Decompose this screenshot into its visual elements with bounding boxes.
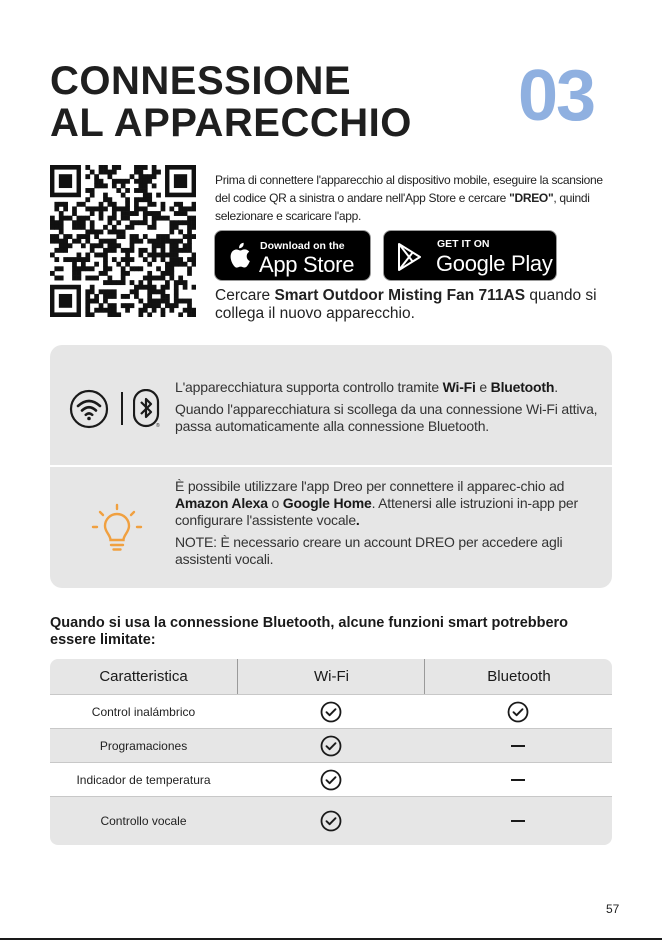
check-circle-icon (320, 735, 342, 757)
svg-text:®: ® (156, 423, 160, 429)
feature-name: Indicador de temperatura (76, 772, 211, 787)
header-feature: Caratteristica (99, 668, 188, 685)
google-play-big-label: Google Play (436, 251, 553, 276)
connectivity-line-1-prefix: L'apparecchiatura supporta controllo tramite (175, 379, 443, 395)
search-suffix: quando si collega il nuovo apparecchio. (215, 287, 597, 322)
connectivity-line-1 (175, 379, 607, 396)
page-bottom-rule (0, 938, 662, 940)
intro-part-1: Prima di connettere l'apparecchio al dispositivo mobile, eseguire la scansione del codice QR a sinistra o andare nell'App Store e cercare (215, 173, 603, 205)
table-row (50, 796, 612, 845)
wifi-support (237, 695, 424, 728)
bluetooth-limitation-heading: Quando si usa la connessione Bluetooth, alcune funzioni smart potrebbero essere limitate: (50, 615, 569, 648)
dash-icon (511, 745, 525, 747)
qr-code-icon[interactable] (50, 165, 196, 317)
feature-name: Controllo vocale (100, 814, 187, 828)
feature-table (50, 659, 612, 845)
assistant-period: . (355, 512, 360, 528)
header-bluetooth: Bluetooth (424, 659, 613, 694)
bluetooth-support (424, 729, 612, 762)
bluetooth-label: Bluetooth (490, 379, 555, 395)
connectivity-period: . (554, 379, 558, 395)
voice-assistant-paragraph (175, 478, 607, 529)
google-play-button[interactable] (383, 230, 557, 281)
feature-name: Control inalámbrico (91, 704, 196, 719)
connectivity-and: e (475, 379, 491, 395)
account-note: NOTE: È necessario creare un account DREO per accedere agli assistenti vocali. (175, 534, 563, 567)
wifi-support (237, 763, 424, 796)
wifi-support (237, 797, 424, 845)
amazon-alexa-label: Amazon Alexa (175, 495, 268, 511)
lightbulb-icon (90, 503, 144, 557)
dash-icon (511, 779, 525, 781)
table-row (50, 694, 612, 728)
app-store-button[interactable] (214, 230, 371, 281)
feature-name: Programaciones (99, 738, 188, 753)
assistant-instructions: . Attenersi alle istruzioni in-app per configurare l'assistente vocale (175, 495, 578, 528)
google-play-logo-icon (396, 242, 424, 272)
bluetooth-support (424, 695, 612, 728)
wifi-support (237, 729, 424, 762)
page-title-line-1: CONNESSIONE (50, 59, 352, 103)
intro-brand: "DREO" (509, 191, 554, 205)
assistant-prefix: È possibile utilizzare l'app Dreo per connettere il apparec-chio ad (175, 478, 565, 494)
check-circle-icon (320, 701, 342, 723)
wifi-icon (69, 389, 109, 429)
intro-part-2: , quindi selezionare e scaricare l'app. (215, 191, 590, 223)
app-store-big-label: App Store (259, 252, 355, 277)
product-name: Smart Outdoor Misting Fan 711AS (274, 287, 526, 304)
assistant-or: o (267, 495, 283, 511)
app-store-small-label: Download on the (260, 240, 345, 252)
page-title (50, 60, 412, 144)
check-circle-icon (320, 769, 342, 791)
search-instructions (215, 287, 605, 323)
connectivity-line-2: Quando l'apparecchiatura si scollega da una connessione Wi-Fi attiva, passa automaticamente alla connessione Bluetooth. (175, 401, 598, 434)
search-prefix: Cercare (215, 287, 275, 304)
section-number: 03 (518, 56, 595, 136)
connectivity-text (175, 379, 607, 435)
bluetooth-support (424, 763, 612, 796)
bluetooth-support (424, 797, 612, 845)
wifi-label: Wi-Fi (442, 379, 476, 395)
table-body (50, 694, 612, 845)
apple-logo-icon (227, 241, 251, 269)
icon-separator (121, 392, 123, 425)
check-circle-icon (320, 810, 342, 832)
google-home-label: Google Home (282, 495, 372, 511)
check-circle-icon (507, 701, 529, 723)
page-number: 57 (606, 902, 620, 916)
bluetooth-icon (133, 389, 161, 429)
table-row (50, 762, 612, 796)
intro-text (215, 171, 605, 225)
google-play-small-label: GET IT ON (437, 238, 490, 250)
page-title-line-2: AL APPARECCHIO (50, 101, 412, 145)
dash-icon (511, 820, 525, 822)
panel-divider (50, 465, 612, 467)
table-header (50, 659, 612, 694)
header-wifi: Wi-Fi (237, 659, 425, 694)
table-row (50, 728, 612, 762)
voice-assistant-text (175, 478, 607, 568)
